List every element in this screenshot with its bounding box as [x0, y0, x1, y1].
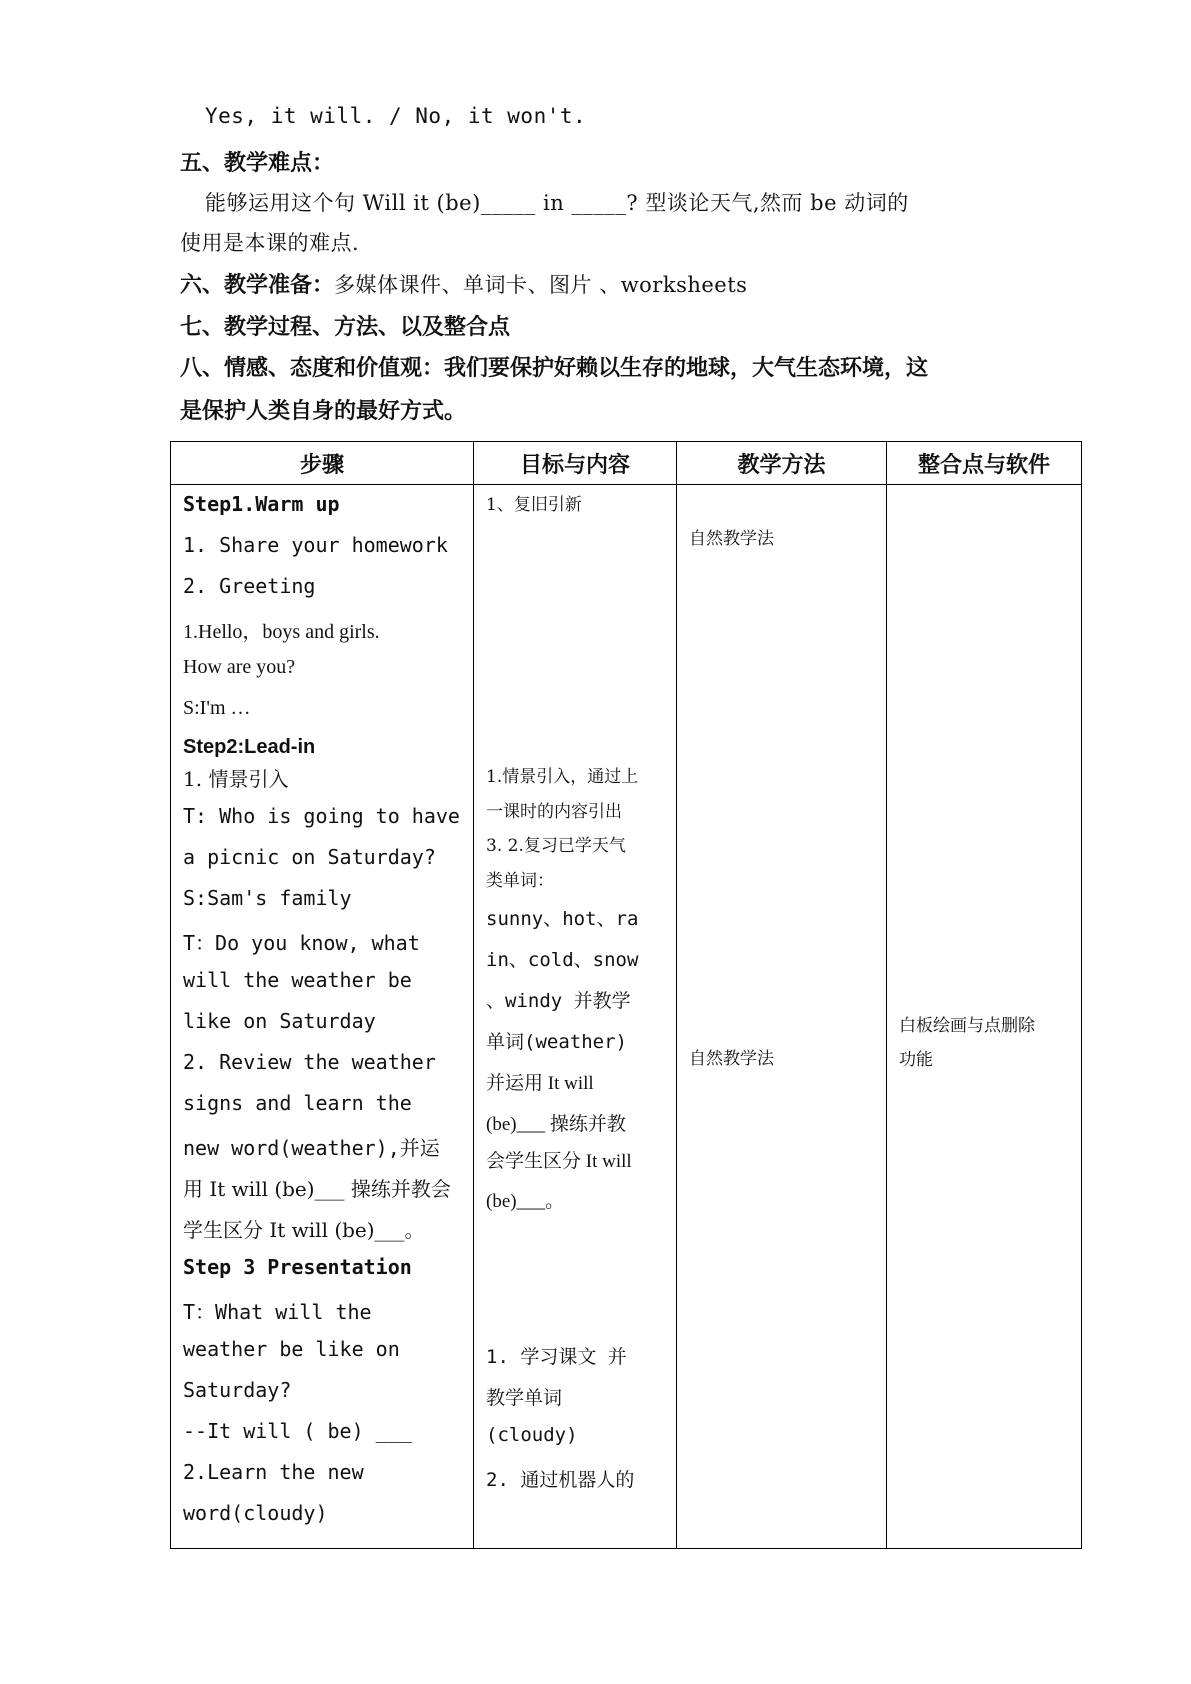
- step-line: How are you?: [183, 656, 296, 678]
- step-line: signs and learn the: [183, 1091, 412, 1115]
- section7-heading: 七、教学过程、方法、以及整合点: [180, 314, 511, 340]
- step-line: like on Saturday: [183, 1009, 376, 1033]
- step-line: 2. Greeting: [183, 574, 316, 598]
- steps-cell: [171, 485, 474, 1549]
- goal-line: 类单词：: [486, 871, 554, 891]
- step-line: 1. Share your homework: [183, 533, 448, 557]
- section6-heading: 六、教学准备：: [180, 272, 335, 298]
- goal-line: 1.情景引入，通过上: [486, 767, 639, 787]
- section8-line1: 八、情感、态度和价值观：我们要保护好赖以生存的地球，大气生态环境，这: [180, 355, 929, 381]
- goal-line: 1. 学习课文 并: [486, 1346, 627, 1368]
- goal-line: 会学生区分 It will: [486, 1151, 632, 1172]
- section6-row: [180, 268, 747, 299]
- integration-cell: [887, 485, 1082, 1549]
- method-line: 自然教学法: [689, 529, 774, 549]
- methods-cell: [677, 485, 887, 1549]
- goal-line: 单词(weather): [486, 1031, 627, 1053]
- section5-line1: 能够运用这个句 Will it (be)_____ in _____? 型谈论天气,然而 be 动词的: [205, 191, 909, 215]
- goal-line: sunny、hot、ra: [486, 908, 639, 930]
- step-line: 学生区分 It will (be)___。: [183, 1218, 425, 1242]
- goal-line: 1、复旧引新: [486, 495, 582, 515]
- step-line: 用 It will (be)___ 操练并教会: [183, 1177, 451, 1201]
- step-line: weather be like on: [183, 1337, 400, 1361]
- goal-line: 3. 2.复习已学天气: [486, 836, 626, 856]
- goal-line: 2. 通过机器人的: [486, 1469, 635, 1491]
- step-line: 1. 情景引入: [183, 767, 289, 791]
- goal-line: 并运用 It will: [486, 1073, 594, 1094]
- step-line: --It will ( be) ___: [183, 1419, 412, 1443]
- goal-line: 教学单词: [486, 1387, 563, 1409]
- step-line: 2.Learn the new: [183, 1460, 364, 1484]
- goal-line: in、cold、snow: [486, 949, 639, 971]
- integration-line: 功能: [899, 1050, 933, 1070]
- header-steps: 步骤: [171, 442, 474, 485]
- teaching-process-table: [170, 441, 1082, 1549]
- header-methods: 教学方法: [677, 442, 887, 485]
- section8-line2: 是保护人类自身的最好方式。: [180, 398, 467, 424]
- step-line: new word(weather),并运: [183, 1136, 440, 1160]
- step-line: word(cloudy): [183, 1501, 328, 1525]
- goal-line: (be)___。: [486, 1191, 565, 1212]
- step-line: T：Do you know, what: [183, 931, 420, 955]
- step-line: will the weather be: [183, 968, 412, 992]
- step-line: 1.Hello，boys and girls.: [183, 621, 380, 643]
- goal-line: (cloudy): [486, 1424, 578, 1446]
- integration-line: 白板绘画与点删除: [899, 1016, 1035, 1036]
- step-line: S:Sam's family: [183, 886, 352, 910]
- goal-line: (be)___ 操练并教: [486, 1114, 626, 1135]
- answer-line: Yes, it will. / No, it won't.: [205, 104, 587, 128]
- method-line: 自然教学法: [689, 1049, 774, 1069]
- goal-line: 一课时的内容引出: [486, 802, 622, 822]
- table-header-row: [171, 442, 1082, 485]
- goals-cell: [474, 485, 677, 1549]
- section5-line2: 使用是本课的难点.: [180, 231, 360, 255]
- step-line: Step1.Warm up: [183, 492, 340, 516]
- section5-heading: 五、教学难点：: [180, 150, 335, 176]
- step-line: S:I'm …: [183, 697, 251, 719]
- step-line: Saturday?: [183, 1378, 292, 1402]
- step-line: 2. Review the weather: [183, 1050, 436, 1074]
- step-heading: Step2:Lead-in: [183, 736, 316, 758]
- step-line: T：What will the: [183, 1300, 372, 1324]
- table-row: [171, 485, 1082, 1549]
- header-goals: 目标与内容: [474, 442, 677, 485]
- step-heading: Step 3 Presentation: [183, 1255, 412, 1279]
- section6-body: 多媒体课件、单词卡、图片 、worksheets: [334, 273, 748, 297]
- goal-line: 、windy 并教学: [486, 990, 631, 1012]
- step-line: a picnic on Saturday?: [183, 845, 436, 869]
- step-line: T: Who is going to have: [183, 804, 460, 828]
- header-integration: 整合点与软件: [887, 442, 1082, 485]
